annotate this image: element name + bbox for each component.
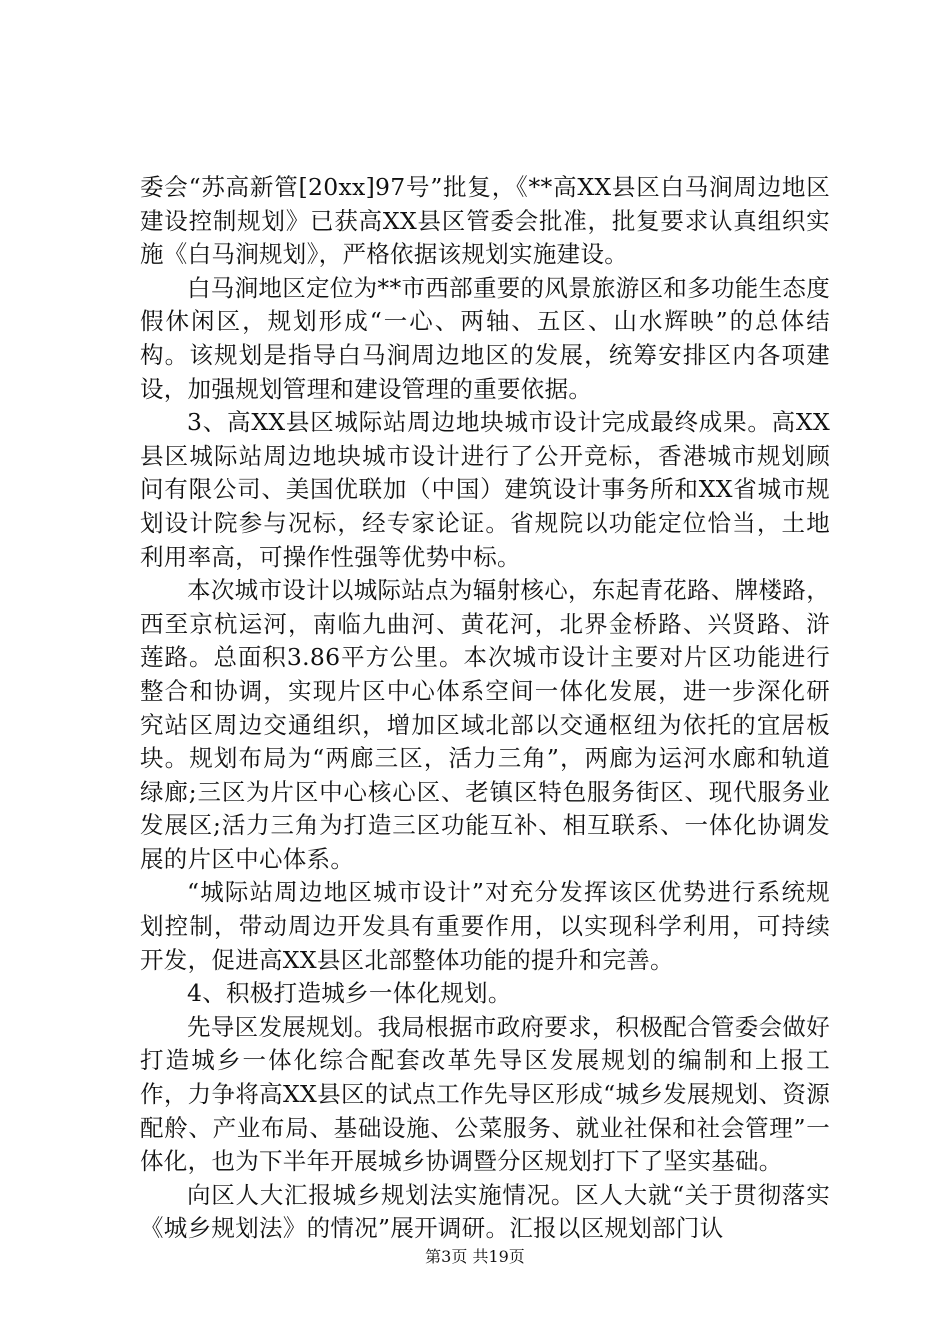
paragraph-pilot-zone-plan: 先导区发展规划。我局根据市政府要求，积极配合管委会做好打造城乡一体化综合配套改革先导区发展规划的编制和上报工作，力争将高XX县区的试点工作先导区形成“城乡发展规划、资源配舲、产业布局、基础设施、公菜服务、就业社保和社会管理”一体化，也为下半年开展城乡协调暨分区规划打下了坚实基础。 <box>140 1012 830 1176</box>
paragraph-continued: 委会“苏高新管[20xx]97号”批复，《**高XX县区白马涧周边地区建设控制规划》已获高XX县区管委会批准，批复要求认真组织实施《白马涧规划》，严格依据该规划实施建设。 <box>140 173 830 269</box>
section-heading-urban-rural: 4、积极打造城乡一体化规划。 <box>187 979 512 1008</box>
document-body <box>140 171 830 1246</box>
page-number-footer: 第3页 共19页 <box>425 1247 525 1266</box>
paragraph-design-scope: 本次城市设计以城际站点为辐射核心，东起青花路、牌楼路，西至京杭运河，南临九曲河、黄花河，北界金桥路、兴贤路、浒莲路。总面积3.86平方公里。本次城市设计主要对片区功能进行整合和协调，实现片区中心体系空间一体化发展，进一步深化研究站区周边交通组织，增加区域北部以交通枢纽为依托的宜居板块。规划布局为“两廊三区，活力三角”，两廊为运河水廊和轨道绿廊;三区为片区中心核心区、老镇区特色服务街区、现代服务业发展区;活力三角为打造三区功能互补、相互联系、一体化协调发展的片区中心体系。 <box>140 576 830 873</box>
paragraph-baimajian-positioning: 白马涧地区定位为**市西部重要的风景旅游区和多功能生态度假休闲区，规划形成“一心、两轴、五区、山水辉映”的总体结构。该规划是指导白马涧周边地区的发展，统筹安排区内各项建设，加强规划管理和建设管理的重要依据。 <box>140 273 830 403</box>
paragraph-intercity-station-design: 3、高XX县区城际站周边地块城市设计完成最终成果。高XX县区城际站周边地块城市设计进行了公开竞标，香港城市规划顾问有限公司、美国优联加（中国）建筑设计事务所和XX省城市规划设计院参与况标，经专家论证。省规院以功能定位恰当，土地利用率高，可操作性强等优势中标。 <box>140 408 830 571</box>
paragraph-npc-report: 向区人大汇报城乡规划法实施情况。区人大就“关于贯彻落实《城乡规划法》的情况”展开调研。汇报以区规划部门认 <box>140 1180 830 1243</box>
paragraph-design-significance: “城际站周边地区城市设计”对充分发挥该区优势进行系统规划控制，带动周边开发具有重要作用，以实现科学利用，可持续开发，促进高XX县区北部整体功能的提升和完善。 <box>140 878 830 974</box>
